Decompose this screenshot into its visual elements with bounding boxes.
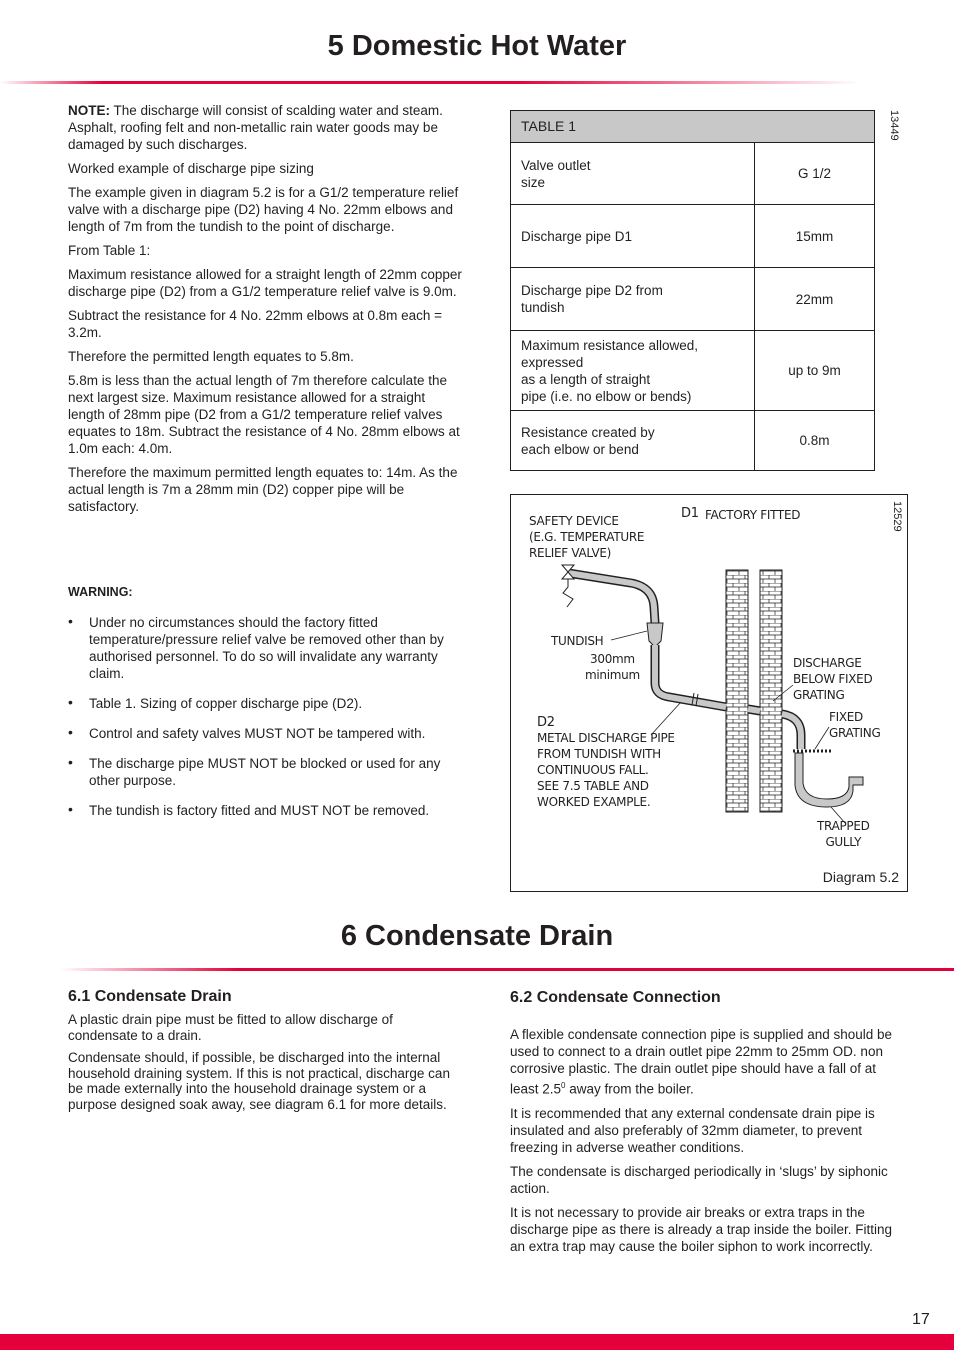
label-d1: D1 <box>681 506 699 521</box>
label-safety-device: SAFETY DEVICE (E.G. TEMPERATURE RELIEF VALVE) <box>529 514 645 560</box>
label-min-length: 300mm minimum <box>585 652 640 682</box>
paragraph: From Table 1: <box>68 243 151 258</box>
label-discharge: DISCHARGE BELOW FIXED GRATING <box>793 656 873 702</box>
subsection-6-1-title: 6.1 Condensate Drain <box>68 988 232 1005</box>
warning-label: WARNING: <box>68 585 133 599</box>
label-d2: D2 <box>537 715 555 730</box>
section-6-rule <box>60 968 954 971</box>
warning-block <box>68 584 453 608</box>
paragraph: Condensate should, if possible, be discharged into the internal household draining system. If this is not practical, discharge can be made externally into the household drainage system or a purpose designed soak away, see diagram 6.1 for more details. <box>68 1050 450 1112</box>
table-cell-label: Discharge pipe D1 <box>511 205 755 268</box>
subsection-6-2-title: 6.2 Condensate Connection <box>510 989 721 1006</box>
title-rule <box>0 81 860 84</box>
table-row <box>511 143 875 205</box>
list-item: • Control and safety valves MUST NOT be tampered with. <box>68 724 426 741</box>
diagram-5-2 <box>510 494 908 892</box>
table-cell-value: G 1/2 <box>755 143 875 205</box>
paragraph: A plastic drain pipe must be fitted to allow discharge of condensate to a drain. <box>68 1012 393 1043</box>
table-cell-value: 15mm <box>755 205 875 268</box>
table-row <box>511 331 875 411</box>
paragraph: Therefore the maximum permitted length equates to: 14m. As the actual length is 7m a 28mm min (D2) copper pipe will be satisfactory. <box>68 465 458 514</box>
table-cell-value: 0.8m <box>755 411 875 471</box>
paragraph: It is recommended that any external condensate drain pipe is insulated and also preferably of 32mm diameter, to prevent freezing in adverse weather conditions. <box>510 1105 875 1155</box>
table-cell-label: Resistance created by each elbow or bend <box>511 411 755 471</box>
table-cell-label: Maximum resistance allowed, expressed as a length of straight pipe (i.e. no elbow or bends) <box>511 331 755 411</box>
bullet-icon: • <box>68 801 73 817</box>
table-cell-value: up to 9m <box>755 331 875 411</box>
note-label: NOTE: <box>68 103 110 118</box>
label-trapped-gully: TRAPPED GULLY <box>817 819 870 849</box>
diagram-caption: Diagram 5.2 <box>822 869 899 885</box>
paragraph: A flexible condensate connection pipe is supplied and should be used to connect to a drain outlet pipe 22mm to 25mm OD. non corrosive plastic. The drain outlet pipe should have a fall of at least $2.5^0$ away from the boiler. <box>510 1027 893 1097</box>
list-item: • The discharge pipe MUST NOT be blocked or used for any other purpose. <box>68 754 441 788</box>
paragraph: Maximum resistance allowed for a straight length of 22mm copper discharge pipe (D2) from a G1/2 temperature relief valve is 9.0m. <box>68 267 462 299</box>
paragraph: The example given in diagram 5.2 is for a G1/2 temperature relief valve with a discharge pipe (D2) having 4 No. 22mm elbows and length of 7m from the tundish to the point of discharge. <box>68 185 459 234</box>
bullet-icon: • <box>68 613 73 629</box>
list-item: • Table 1. Sizing of copper discharge pipe (D2). <box>68 694 363 711</box>
note-text: The discharge will consist of scalding water and steam. Asphalt, roofing felt and non-metallic rain water goods may be damaged by such discharges. <box>68 103 443 152</box>
table-ref-number: 13449 <box>888 110 900 141</box>
bullet-icon: • <box>68 754 73 770</box>
table-row <box>511 411 875 471</box>
diagram-ref-number: 12529 <box>891 501 903 532</box>
section-5-title: 5 Domestic Hot Water <box>327 30 627 62</box>
paragraph: The condensate is discharged periodically in ‘slugs’ by siphonic action. <box>510 1163 888 1196</box>
section-5-left-column <box>68 102 463 522</box>
paragraph: Subtract the resistance for 4 No. 22mm elbows at 0.8m each = 3.2m. <box>68 308 443 340</box>
list-item: • Under no circumstances should the factory fitted temperature/pressure relief valve be removed other than by authorised personnel. To do so will invalidate any warranty claim. <box>68 613 444 681</box>
page-number: 17 <box>912 1311 930 1328</box>
table-cell-label: Valve outlet size <box>511 143 755 205</box>
table-row <box>511 205 875 268</box>
paragraph: It is not necessary to provide air breaks or extra traps in the discharge pipe as there is already a trap inside the boiler. Fitting an extra trap may cause the boiler siphon to work incorrectly. <box>510 1204 892 1254</box>
label-metal-pipe: METAL DISCHARGE PIPE FROM TUNDISH WITH CONTINUOUS FALL. SEE 7.5 TABLE AND WORKED EXAMPLE. <box>537 731 675 809</box>
table-1 <box>510 110 875 471</box>
warning-list <box>68 614 453 832</box>
table-header-row <box>511 111 875 143</box>
label-fixed-grating: FIXED GRATING <box>829 710 881 740</box>
table-cell-value: 22mm <box>755 268 875 331</box>
bullet-icon: • <box>68 724 73 740</box>
bullet-icon: • <box>68 694 73 710</box>
table-title: TABLE 1 <box>511 111 875 143</box>
table-cell-label: Discharge pipe D2 from tundish <box>511 268 755 331</box>
table-row <box>511 268 875 331</box>
note-paragraph <box>68 102 463 153</box>
paragraph: Worked example of discharge pipe sizing <box>68 161 314 176</box>
label-factory-fitted: FACTORY FITTED <box>705 508 801 522</box>
subsection-6-2-body <box>510 1026 905 1262</box>
section-6-title: 6 Condensate Drain <box>340 920 614 952</box>
paragraph: Therefore the permitted length equates to 5.8m. <box>68 349 354 364</box>
footer-bar <box>0 1334 954 1350</box>
label-tundish: TUNDISH <box>551 634 604 648</box>
list-item: • The tundish is factory fitted and MUST NOT be removed. <box>68 801 430 818</box>
subsection-6-1-body <box>68 1012 453 1119</box>
paragraph: 5.8m is less than the actual length of 7m therefore calculate the next largest size. Maximum resistance allowed for a straight length of 28mm pipe (D2 from a G1/2 temperature relief valves equates to 18m. Subtract the resistance of 4 No. 28mm elbows at 1.0m each: 4.0m. <box>68 373 460 456</box>
